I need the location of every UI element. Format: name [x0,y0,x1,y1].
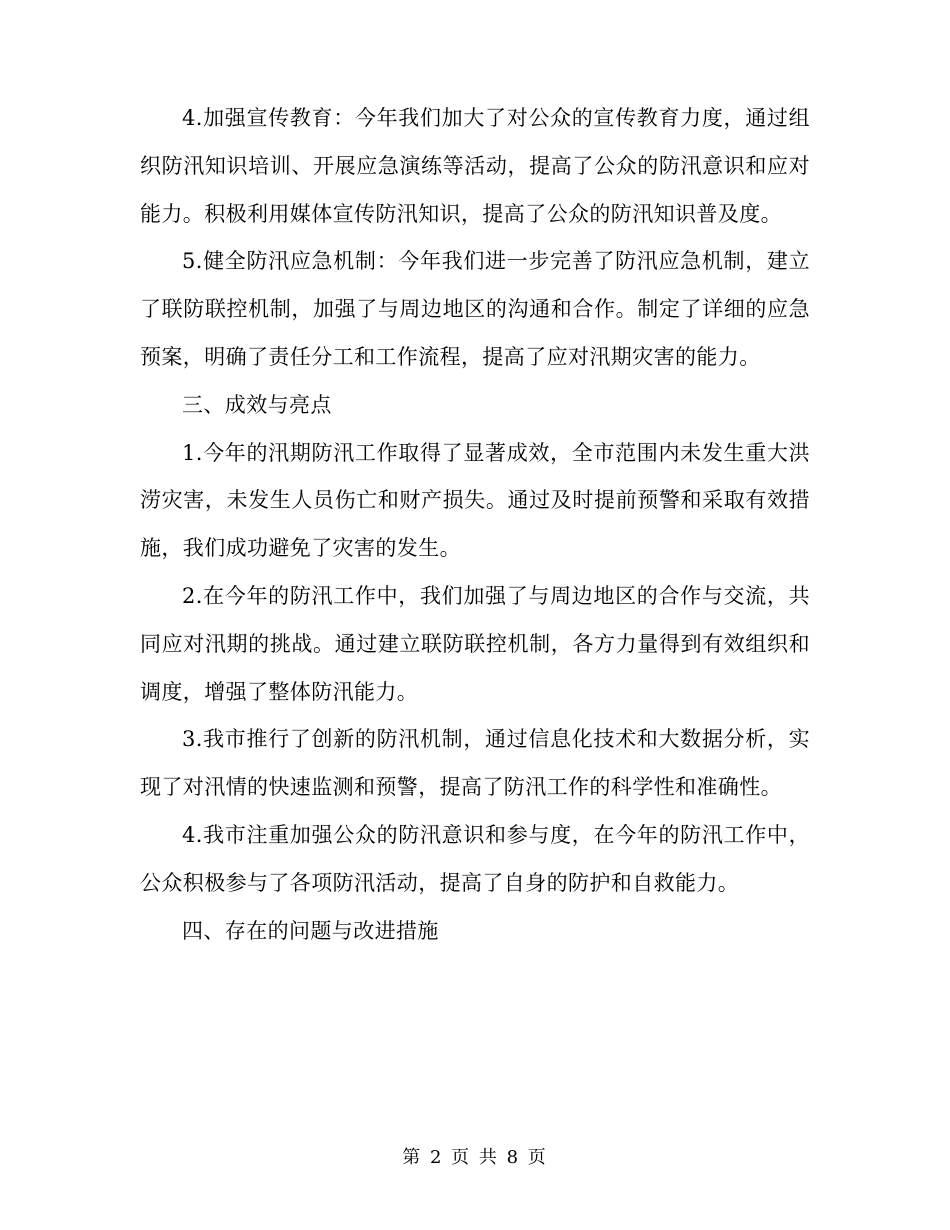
paragraph-result-1: 1.今年的汛期防汛工作取得了显著成效，全市范围内未发生重大洪涝灾害，未发生人员伤亡和财产损失。通过及时提前预警和采取有效措施，我们成功避免了灾害的发生。 [140,440,810,561]
paragraph-publicity-education: 4.加强宣传教育：今年我们加大了对公众的宣传教育力度，通过组织防汛知识培训、开展应急演练等活动，提高了公众的防汛意识和应对能力。积极利用媒体宣传防汛知识，提高了公众的防汛知识普及度。 [140,106,810,226]
paragraph-result-4: 4.我市注重加强公众的防汛意识和参与度，在今年的防汛工作中，公众积极参与了各项防汛活动，提高了自身的防护和自救能力。 [140,822,810,895]
section-heading-problems: 四、存在的问题与改进措施 [182,918,439,943]
paragraph-emergency-mechanism: 5.健全防汛应急机制：今年我们进一步完善了防汛应急机制，建立了联防联控机制，加强了与周边地区的沟通和合作。制定了详细的应急预案，明确了责任分工和工作流程，提高了应对汛期灾害的能力。 [140,249,810,369]
section-heading-results: 三、成效与亮点 [182,392,332,417]
page-footer: 第 2 页 共 8 页 [402,1147,548,1168]
document-body [140,95,810,955]
paragraph-result-3: 3.我市推行了创新的防汛机制，通过信息化技术和大数据分析，实现了对汛情的快速监测和预警，提高了防汛工作的科学性和准确性。 [140,727,810,800]
paragraph-result-2: 2.在今年的防汛工作中，我们加强了与周边地区的合作与交流，共同应对汛期的挑战。通过建立联防联控机制，各方力量得到有效组织和调度，增强了整体防汛能力。 [140,583,810,704]
